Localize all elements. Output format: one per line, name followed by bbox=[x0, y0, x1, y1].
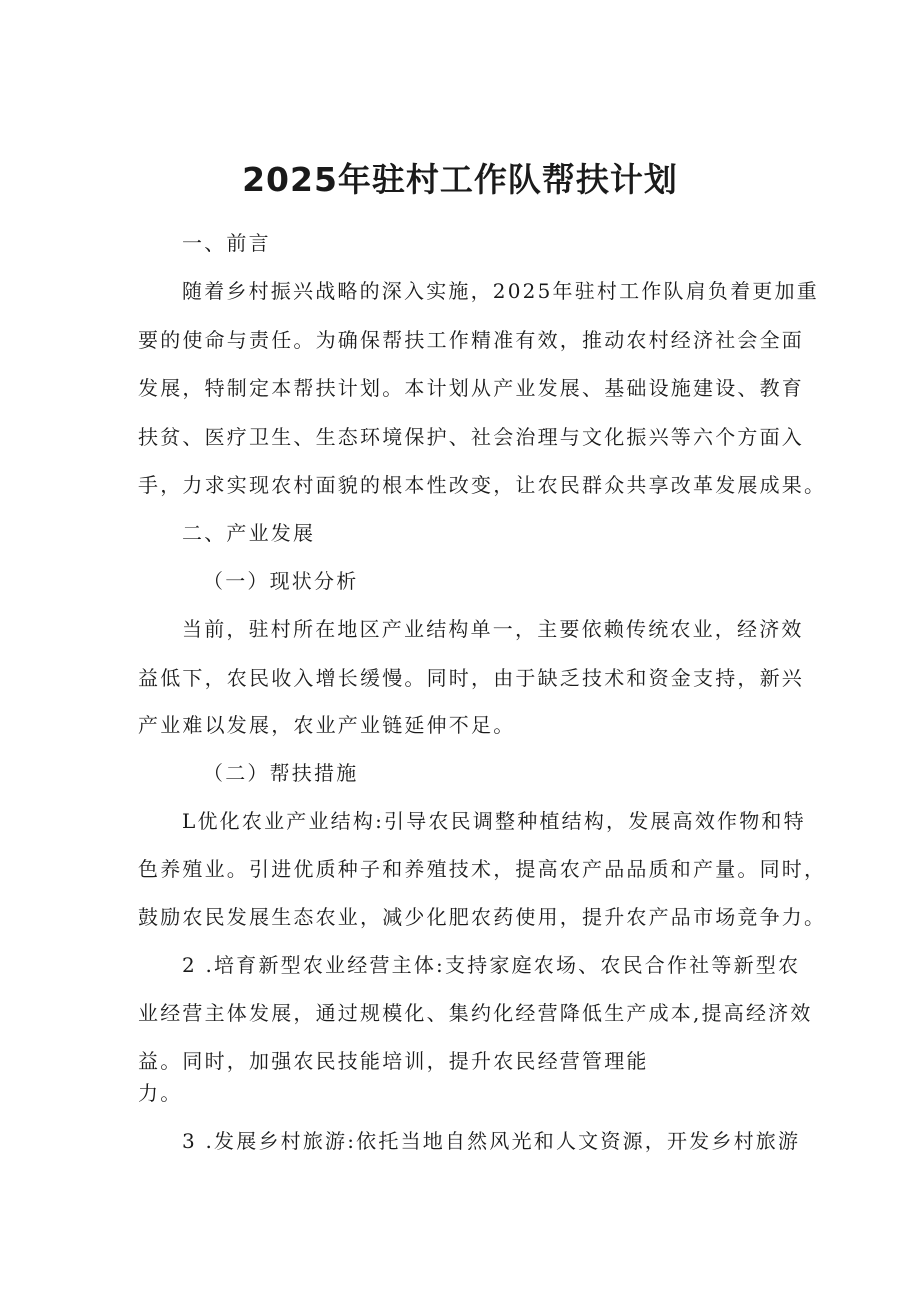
section-heading-preface: 一、前言 bbox=[182, 231, 271, 255]
paragraph-line: 扶贫、医疗卫生、生态环境保护、社会治理与文化振兴等六个方面入 bbox=[138, 425, 804, 449]
document-title: 2025年驻村工作队帮扶计划 bbox=[242, 160, 678, 199]
list-item-line: 2 .培育新型农业经营主体:支持家庭农场、农民合作社等新型农 bbox=[182, 953, 801, 977]
paragraph-line: 随着乡村振兴战略的深入实施，2025年驻村工作队肩负着更加重 bbox=[182, 279, 819, 303]
list-item-line: 力。 bbox=[138, 1081, 183, 1105]
list-item-line: 益。同时，加强农民技能培训，提升农民经营管理能 bbox=[138, 1049, 649, 1073]
paragraph-line: 当前，驻村所在地区产业结构单一，主要依赖传统农业，经济效 bbox=[182, 617, 804, 641]
paragraph-line: 要的使命与责任。为确保帮扶工作精准有效，推动农村经济社会全面 bbox=[138, 328, 804, 352]
paragraph-line: 产业难以发展，农业产业链延伸不足。 bbox=[138, 713, 516, 737]
paragraph-line: 手，力求实现农村面貌的根本性改变，让农民群众共享改革发展成果。 bbox=[138, 473, 827, 497]
list-item-line: 鼓励农民发展生态农业，减少化肥农药使用，提升农产品市场竞争力。 bbox=[138, 905, 827, 929]
list-item-line: L优化农业产业结构:引导农民调整种植结构，发展高效作物和特 bbox=[182, 809, 806, 833]
paragraph-line: 益低下，农民收入增长缓慢。同时，由于缺乏技术和资金支持，新兴 bbox=[138, 666, 804, 690]
list-item-line: 3 .发展乡村旅游:依托当地自然风光和人文资源，开发乡村旅游 bbox=[182, 1129, 801, 1153]
paragraph-line: 发展，特制定本帮扶计划。本计划从产业发展、基础设施建设、教育 bbox=[138, 376, 804, 400]
list-item-line: 色养殖业。引进优质种子和养殖技术，提高农产品品质和产量。同时， bbox=[138, 857, 827, 881]
subsection-heading-measures: （二）帮扶措施 bbox=[203, 761, 359, 785]
list-item-line: 业经营主体发展，通过规模化、集约化经营降低生产成本,提高经济效 bbox=[138, 1001, 813, 1025]
section-heading-industry: 二、产业发展 bbox=[182, 521, 316, 545]
subsection-heading-status: （一）现状分析 bbox=[203, 569, 359, 593]
